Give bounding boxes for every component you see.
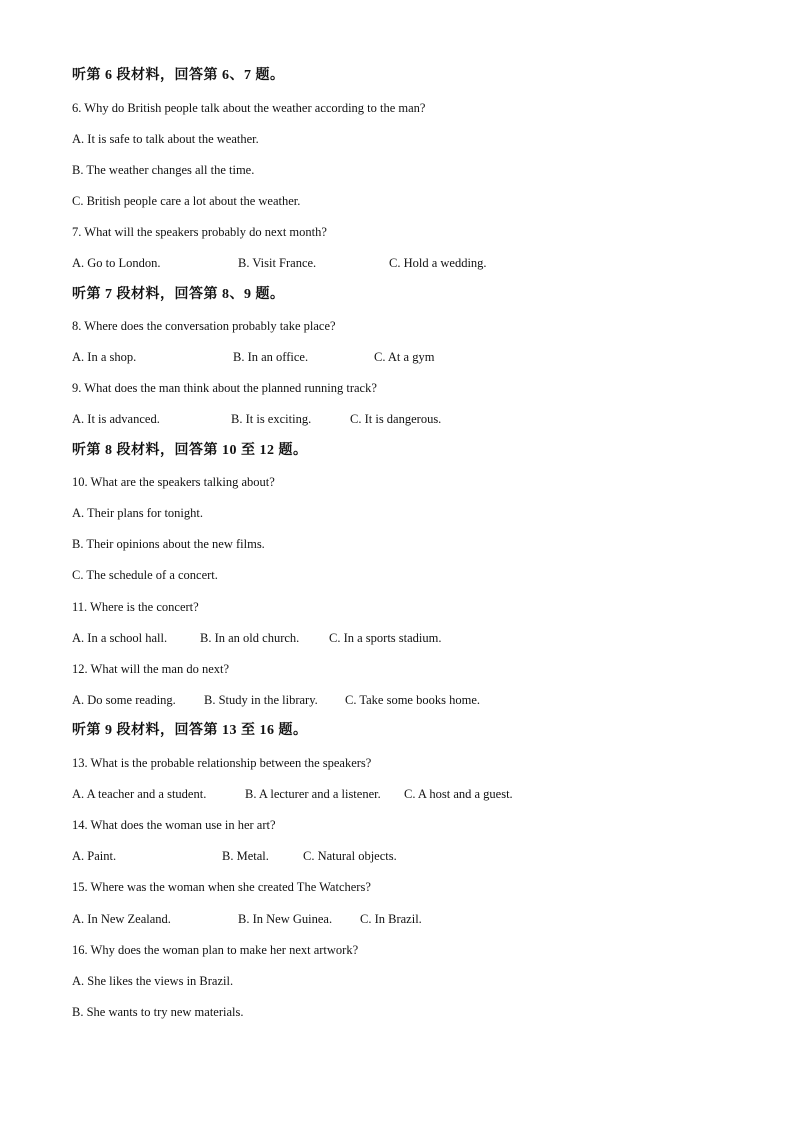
answer-option: C. Hold a wedding. xyxy=(389,256,487,270)
answer-option: A. It is safe to talk about the weather. xyxy=(72,132,259,146)
section-heading: 听第 9 段材料，回答第 13 至 16 题。 xyxy=(72,723,308,738)
answer-option: B. In New Guinea. xyxy=(238,912,333,926)
answer-option: A. In New Zealand. xyxy=(72,912,171,926)
answer-option: A. A teacher and a student. xyxy=(72,787,207,801)
answer-option: A. It is advanced. xyxy=(72,412,160,426)
answer-option: C. The schedule of a concert. xyxy=(72,568,218,582)
question-stem: 10. What are the speakers talking about? xyxy=(72,475,275,489)
section-heading: 听第 7 段材料，回答第 8、9 题。 xyxy=(72,287,285,302)
answer-option: C. It is dangerous. xyxy=(350,412,442,426)
answer-option: B. Study in the library. xyxy=(204,693,318,707)
answer-option: A. She likes the views in Brazil. xyxy=(72,974,234,988)
answer-option: B. Metal. xyxy=(222,849,269,863)
answer-option: A. Go to London. xyxy=(72,256,161,270)
answer-option: C. In a sports stadium. xyxy=(329,631,442,645)
answer-option: A. In a shop. xyxy=(72,350,137,364)
question-stem: 14. What does the woman use in her art? xyxy=(72,818,276,832)
question-stem: 6. Why do British people talk about the weather according to the man? xyxy=(72,101,426,115)
answer-option: C. Take some books home. xyxy=(345,693,480,707)
answer-option: B. She wants to try new materials. xyxy=(72,1005,244,1019)
answer-option: C. A host and a guest. xyxy=(404,787,513,801)
answer-option: B. Visit France. xyxy=(238,256,317,270)
answer-option: B. The weather changes all the time. xyxy=(72,163,255,177)
answer-option: C. In Brazil. xyxy=(360,912,422,926)
question-stem: 11. Where is the concert? xyxy=(72,600,199,614)
answer-option: A. Do some reading. xyxy=(72,693,176,707)
answer-option: B. In an old church. xyxy=(200,631,300,645)
answer-option: C. Natural objects. xyxy=(303,849,397,863)
question-stem: 12. What will the man do next? xyxy=(72,662,230,676)
question-stem: 13. What is the probable relationship between the speakers? xyxy=(72,756,372,770)
answer-option: B. In an office. xyxy=(233,350,309,364)
question-stem: 8. Where does the conversation probably take place? xyxy=(72,319,336,333)
answer-option: B. It is exciting. xyxy=(231,412,312,426)
question-stem: 9. What does the man think about the planned running track? xyxy=(72,381,377,395)
answer-option: C. British people care a lot about the weather. xyxy=(72,194,301,208)
section-heading: 听第 6 段材料，回答第 6、7 题。 xyxy=(72,68,285,83)
section-heading: 听第 8 段材料，回答第 10 至 12 题。 xyxy=(72,443,308,458)
answer-option: B. Their opinions about the new films. xyxy=(72,537,265,551)
answer-option: A. In a school hall. xyxy=(72,631,168,645)
question-stem: 16. Why does the woman plan to make her next artwork? xyxy=(72,943,359,957)
question-stem: 7. What will the speakers probably do next month? xyxy=(72,225,327,239)
answer-option: C. At a gym xyxy=(374,350,435,364)
answer-option: B. A lecturer and a listener. xyxy=(245,787,381,801)
answer-option: A. Their plans for tonight. xyxy=(72,506,203,520)
answer-option: A. Paint. xyxy=(72,849,117,863)
question-stem: 15. Where was the woman when she created The Watchers? xyxy=(72,880,371,894)
